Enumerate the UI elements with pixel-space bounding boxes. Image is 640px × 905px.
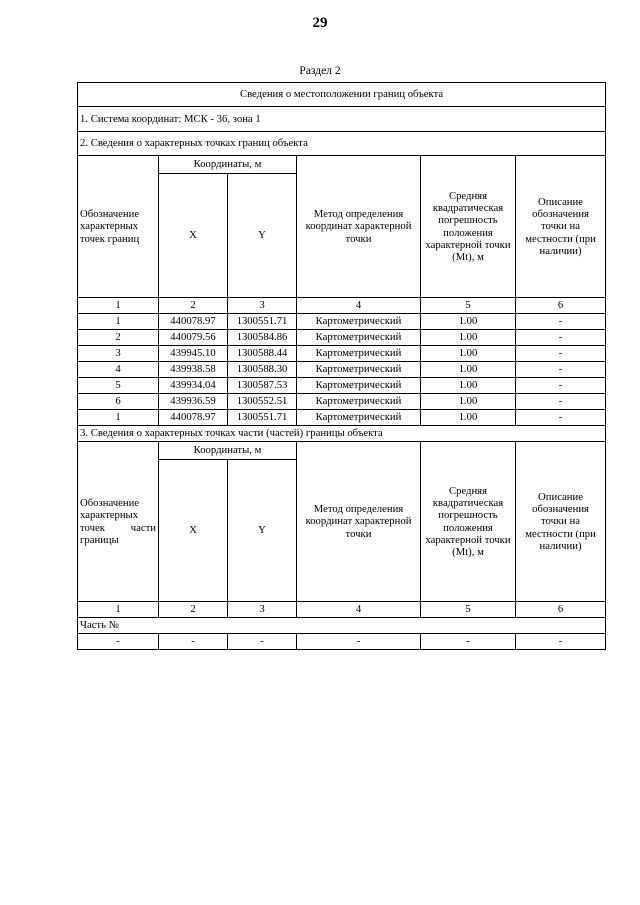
description: - bbox=[516, 410, 606, 426]
table-row bbox=[78, 330, 606, 346]
column-number: 6 bbox=[516, 298, 606, 314]
coord-x: 440078.97 bbox=[159, 314, 228, 330]
section2-title: 2. Сведения о характерных точках границ объекта bbox=[78, 132, 606, 156]
column-number: 3 bbox=[228, 298, 297, 314]
coord-x: 440078.97 bbox=[159, 410, 228, 426]
table-row bbox=[78, 394, 606, 410]
s3-header-description: Описание обозначения точки на местности (при наличии) bbox=[516, 442, 606, 602]
column-number: 4 bbox=[297, 602, 421, 618]
description: - bbox=[516, 394, 606, 410]
coord-y: 1300551.71 bbox=[228, 410, 297, 426]
description: - bbox=[516, 362, 606, 378]
coord-y: 1300588.30 bbox=[228, 362, 297, 378]
point-id: 3 bbox=[78, 346, 159, 362]
table-title: Сведения о местоположении границ объекта bbox=[78, 83, 606, 107]
part-label: Часть № bbox=[78, 618, 606, 634]
point-id: 6 bbox=[78, 394, 159, 410]
column-number: 2 bbox=[159, 298, 228, 314]
s3-header-error: Средняя квадратическая погрешность положения характерной точки (Mt), м bbox=[421, 442, 516, 602]
s3-header-designation: Обозначение характерных точек части границы bbox=[78, 442, 159, 602]
error: 1.00 bbox=[421, 394, 516, 410]
table-row bbox=[78, 346, 606, 362]
coord-x: 439945.10 bbox=[159, 346, 228, 362]
s2-header-method: Метод определения координат характерной точки bbox=[297, 156, 421, 298]
coord-y: 1300584.86 bbox=[228, 330, 297, 346]
description: - bbox=[516, 378, 606, 394]
description: - bbox=[516, 314, 606, 330]
section3-title: 3. Сведения о характерных точках части (частей) границы объекта bbox=[78, 426, 606, 442]
coord-y: 1300552.51 bbox=[228, 394, 297, 410]
section-label: Раздел 2 bbox=[299, 65, 341, 77]
column-number: 1 bbox=[78, 602, 159, 618]
s3-column-numbers bbox=[78, 602, 606, 618]
coordinate-system: 1. Система координат: МСК - 36, зона 1 bbox=[78, 107, 606, 132]
table-row bbox=[78, 378, 606, 394]
error: 1.00 bbox=[421, 314, 516, 330]
method: Картометрический bbox=[297, 314, 421, 330]
column-number: 1 bbox=[78, 298, 159, 314]
column-number: 3 bbox=[228, 602, 297, 618]
table-row bbox=[78, 362, 606, 378]
coord-y: 1300587.53 bbox=[228, 378, 297, 394]
point-id: 1 bbox=[78, 410, 159, 426]
s2-column-numbers bbox=[78, 298, 606, 314]
method: Картометрический bbox=[297, 362, 421, 378]
s2-header-x: X bbox=[159, 174, 228, 298]
coord-y: - bbox=[228, 634, 297, 650]
error: 1.00 bbox=[421, 410, 516, 426]
error: 1.00 bbox=[421, 330, 516, 346]
column-number: 4 bbox=[297, 298, 421, 314]
coord-y: 1300551.71 bbox=[228, 314, 297, 330]
point-id: 5 bbox=[78, 378, 159, 394]
method: - bbox=[297, 634, 421, 650]
table-row bbox=[78, 410, 606, 426]
description: - bbox=[516, 330, 606, 346]
s2-header-error: Средняя квадратическая погрешность положения характерной точки (Mt), м bbox=[421, 156, 516, 298]
s2-header-designation: Обозначение характерных точек границ bbox=[78, 156, 159, 298]
s3-header-x: X bbox=[159, 460, 228, 602]
coord-x: 440079.56 bbox=[159, 330, 228, 346]
method: Картометрический bbox=[297, 378, 421, 394]
point-id: 1 bbox=[78, 314, 159, 330]
error: 1.00 bbox=[421, 346, 516, 362]
s2-header-coords: Координаты, м bbox=[159, 156, 297, 174]
boundary-table bbox=[77, 82, 606, 650]
coord-x: 439936.59 bbox=[159, 394, 228, 410]
point-id: 2 bbox=[78, 330, 159, 346]
method: Картометрический bbox=[297, 330, 421, 346]
page-number: 29 bbox=[312, 15, 328, 31]
error: 1.00 bbox=[421, 362, 516, 378]
description: - bbox=[516, 634, 606, 650]
column-number: 2 bbox=[159, 602, 228, 618]
s3-header-y: Y bbox=[228, 460, 297, 602]
table-row bbox=[78, 634, 606, 650]
column-number: 5 bbox=[421, 602, 516, 618]
coord-x: - bbox=[159, 634, 228, 650]
method: Картометрический bbox=[297, 346, 421, 362]
point-id: - bbox=[78, 634, 159, 650]
coord-y: 1300588.44 bbox=[228, 346, 297, 362]
method: Картометрический bbox=[297, 394, 421, 410]
s2-header-description: Описание обозначения точки на местности (при наличии) bbox=[516, 156, 606, 298]
point-id: 4 bbox=[78, 362, 159, 378]
column-number: 5 bbox=[421, 298, 516, 314]
description: - bbox=[516, 346, 606, 362]
s3-header-coords: Координаты, м bbox=[159, 442, 297, 460]
method: Картометрический bbox=[297, 410, 421, 426]
error: - bbox=[421, 634, 516, 650]
s2-header-y: Y bbox=[228, 174, 297, 298]
error: 1.00 bbox=[421, 378, 516, 394]
coord-x: 439934.04 bbox=[159, 378, 228, 394]
column-number: 6 bbox=[516, 602, 606, 618]
coord-x: 439938.58 bbox=[159, 362, 228, 378]
s3-header-method: Метод определения координат характерной точки bbox=[297, 442, 421, 602]
table-row bbox=[78, 314, 606, 330]
